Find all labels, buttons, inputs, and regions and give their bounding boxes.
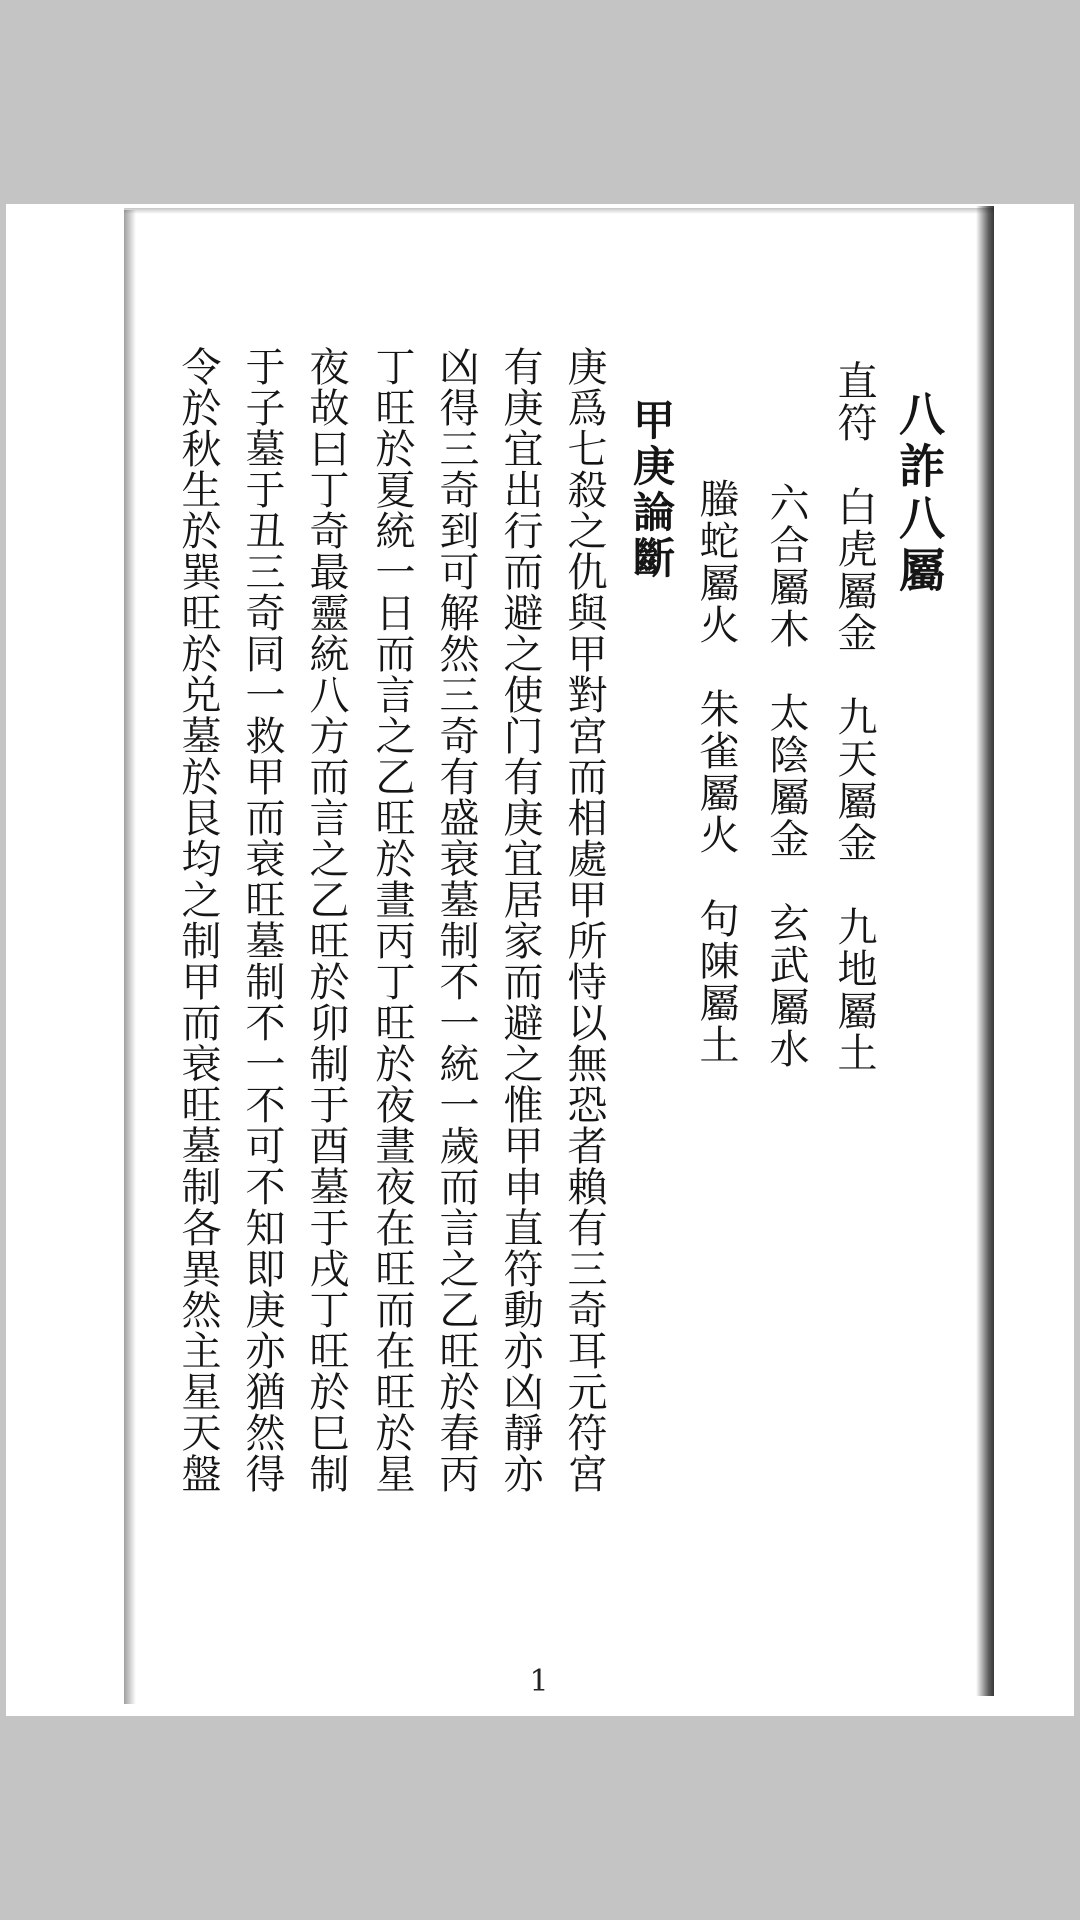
body-column-4: 丁旺於夏統一日而言之乙旺於晝丙丁旺於夜晝夜在旺而在旺於星: [369, 346, 415, 1494]
scan-shadow-left: [124, 210, 136, 1704]
page-number: 1: [529, 1664, 549, 1699]
scan-shadow-top: [124, 208, 994, 214]
body-column-7: 令於秋生於巽旺於兑墓於艮均之制甲而衰旺墓制各異然主星天盤: [175, 346, 221, 1494]
body-column-6: 于子墓于丑三奇同一救甲而衰旺墓制不一不可不知即庚亦猶然得: [239, 346, 285, 1494]
body-column-1: 庚爲七殺之仇與甲對宮而相處甲所恃以無恐者賴有三奇耳元符宮: [561, 346, 607, 1494]
body-column-5: 夜故曰丁奇最靈統八方而言之乙旺於卯制于酉墓于戌丁旺於巳制: [303, 346, 349, 1494]
body-column-3: 凶得三奇到可解然三奇有盛衰墓制不一統一歲而言之乙旺於春丙: [433, 346, 479, 1494]
scan-shadow-right: [976, 206, 994, 1696]
body-column-2: 有庚宜出行而避之使门有庚宜居家而避之惟甲申直符動亦凶靜亦: [497, 346, 543, 1494]
deities-column-3: 螣蛇屬火 朱雀屬火 句陳屬土: [693, 478, 739, 1066]
deities-column-1: 直符 白虎屬金 九天屬金 九地屬土: [831, 360, 877, 1074]
section-title: 甲庚論斷: [627, 398, 676, 582]
deities-column-2: 六合屬木 太陰屬金 玄武屬水: [763, 482, 809, 1070]
page-title: 八詐八屬: [892, 390, 946, 598]
